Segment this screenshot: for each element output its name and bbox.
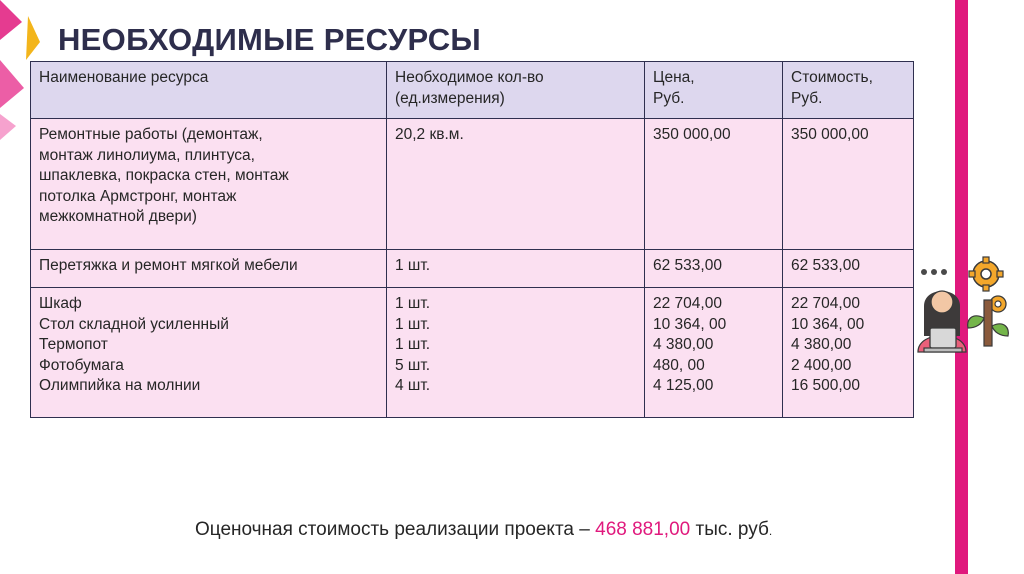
cell-cost: 350 000,00 bbox=[783, 119, 914, 250]
resources-table bbox=[30, 61, 914, 418]
cell-quantity: 1 шт. bbox=[387, 250, 645, 288]
header-quantity: Необходимое кол-во (ед.измерения) bbox=[387, 62, 645, 119]
cell-resource-name: Перетяжка и ремонт мягкой мебели bbox=[31, 250, 387, 288]
footer-unit: тыс. руб bbox=[690, 519, 769, 540]
footer-amount: 468 881,00 bbox=[595, 519, 691, 540]
cell-resource-name: Шкаф Стол складной усиленный Термопот Фотобумага Олимпийка на молнии bbox=[31, 288, 387, 418]
header-cost: Стоимость, Руб. bbox=[783, 62, 914, 119]
footer-text: Оценочная стоимость реализации проекта – bbox=[195, 519, 596, 540]
table-row bbox=[31, 250, 914, 288]
estimated-cost-line bbox=[195, 519, 772, 541]
cell-cost: 22 704,00 10 364, 00 4 380,00 2 400,00 16 500,00 bbox=[783, 288, 914, 418]
header-price: Цена, Руб. bbox=[645, 62, 783, 119]
cell-cost: 62 533,00 bbox=[783, 250, 914, 288]
table-row bbox=[31, 288, 914, 418]
header-resource-name: Наименование ресурса bbox=[31, 62, 387, 119]
table-header-row bbox=[31, 62, 914, 119]
cell-quantity: 20,2 кв.м. bbox=[387, 119, 645, 250]
footer-dot: . bbox=[768, 524, 773, 538]
page-title: НЕОБХОДИМЫЕ РЕСУРСЫ bbox=[58, 22, 482, 57]
cell-quantity: 1 шт. 1 шт. 1 шт. 5 шт. 4 шт. bbox=[387, 288, 645, 418]
cell-price: 62 533,00 bbox=[645, 250, 783, 288]
person-with-laptop-and-gears-icon bbox=[910, 256, 1014, 356]
cell-price: 350 000,00 bbox=[645, 119, 783, 250]
table-row bbox=[31, 119, 914, 250]
cell-price: 22 704,00 10 364, 00 4 380,00 480, 00 4 125,00 bbox=[645, 288, 783, 418]
cell-resource-name: Ремонтные работы (демонтаж, монтаж линолиума, плинтуса, шпаклевка, покраска стен, монтаж потолка Армстронг, монтаж межкомнатной двери) bbox=[31, 119, 387, 250]
